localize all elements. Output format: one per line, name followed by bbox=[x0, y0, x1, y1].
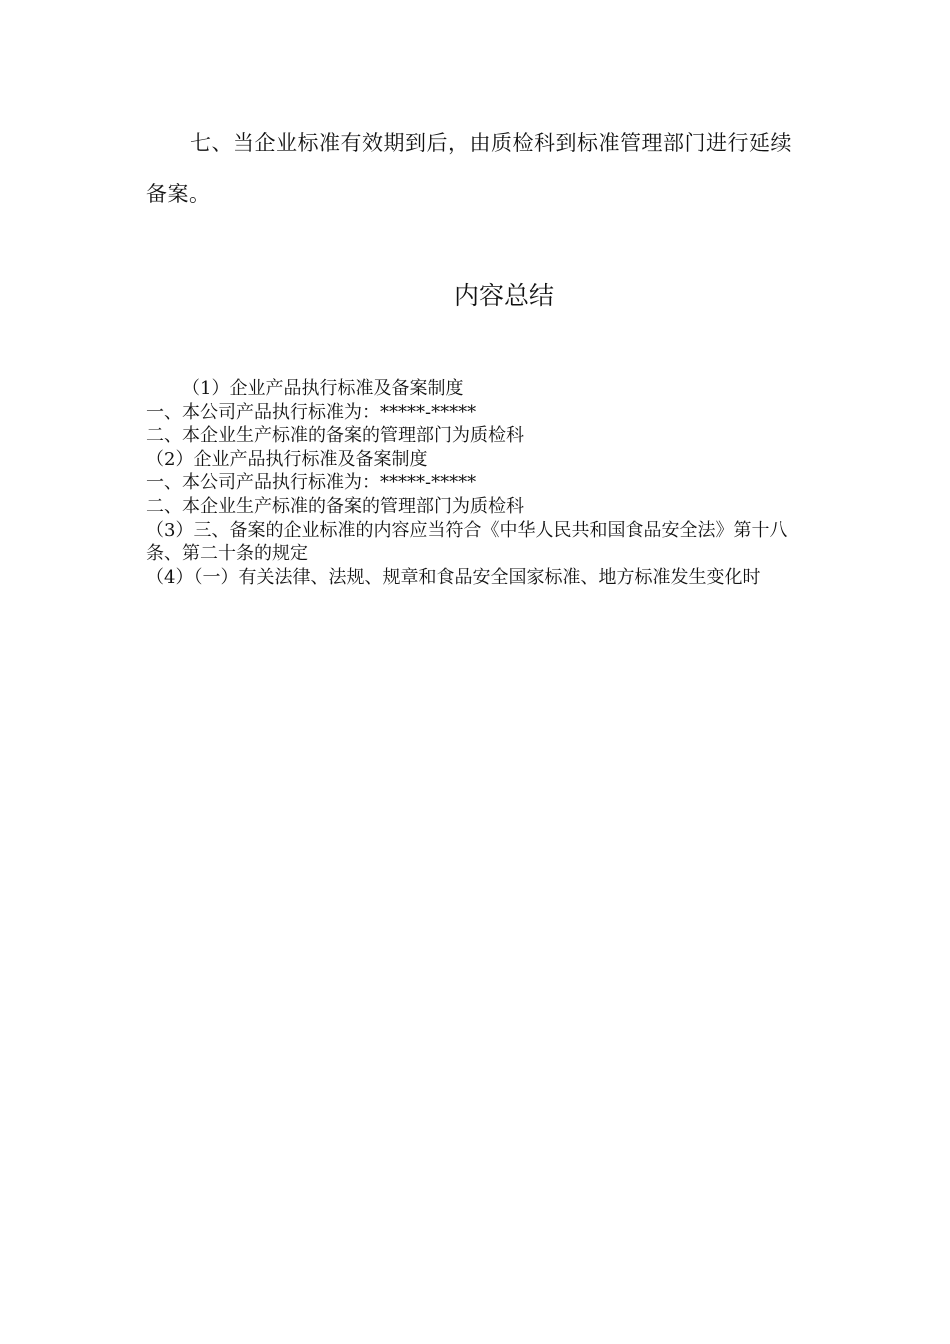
summary-item: 一、本公司产品执行标准为：*****-***** bbox=[146, 401, 477, 423]
summary-item: （3）三、备案的企业标准的内容应当符合《中华人民共和国食品安全法》第十八条、第二十条的规定 bbox=[146, 519, 788, 565]
summary-item: 一、本公司产品执行标准为：*****-***** bbox=[146, 472, 477, 494]
summary-list bbox=[146, 377, 806, 589]
summary-item: 二、本企业生产标准的备案的管理部门为质检科 bbox=[146, 425, 524, 447]
paragraph-seven: 七、当企业标准有效期到后，由质检科到标准管理部门进行延续备案。 bbox=[146, 131, 792, 206]
summary-title: 内容总结 bbox=[453, 281, 554, 310]
summary-item: 二、本企业生产标准的备案的管理部门为质检科 bbox=[146, 495, 524, 517]
summary-item: （4）（一）有关法律、法规、规章和食品安全国家标准、地方标准发生变化时 bbox=[146, 566, 761, 588]
summary-item: （2）企业产品执行标准及备案制度 bbox=[146, 448, 428, 470]
summary-item: （1）企业产品执行标准及备案制度 bbox=[182, 378, 464, 399]
